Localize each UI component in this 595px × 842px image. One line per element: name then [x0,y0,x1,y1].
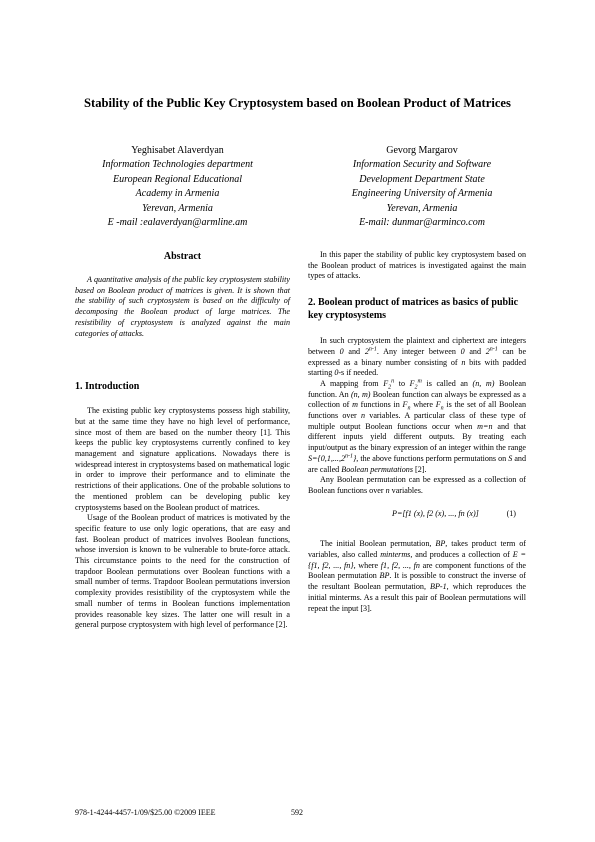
author-email: E-mail: dunmar@arminco.com [359,217,485,229]
math-n: n [461,357,466,367]
equation-number: (1) [506,508,516,518]
text-span: functions in [360,400,400,410]
affiliation-line: European Regional Educational [112,173,243,185]
math-2n-1: 2$^{n-1}$ [485,346,498,356]
right-paragraph-2 [308,379,526,475]
math-n: n [385,485,390,495]
abstract-heading: Abstract [163,251,202,262]
text-span: In such cryptosystem the plaintext and ciphertext are integers between [308,336,526,356]
affiliation-line: Information Technologies department [102,159,253,171]
math-Fn: $F_n$ [402,400,411,412]
intro-paragraph-1: The existing public key cryptosystems possess high stability, but at the same time they have no high level of performance, since most of them are based on the number theory [1]. This keeps the public key cryptosystems currently confined to key management and signature applications. Nowadays there is widespread interest in cryptosystems based on mathematical logic in order to improve their performance and to eliminate the restrictions of their applications. One of the probable solutions to the mentioned problem can be developing public key cryptosystems based on the Boolean product of matrices. [75,406,290,512]
math-zero: 0 [334,368,339,378]
text-span: Boolean function. An [308,378,526,399]
text-span: A mapping from [320,378,379,388]
math-m-eq-n: m=n [477,421,493,431]
author-name: Gevorg Margarov [386,145,458,156]
math-F2m: $F_2^m$ [409,378,422,391]
footer-copyright: 978-1-4244-4457-1/09/$25.00 ©2009 IEEE [75,808,216,817]
math-n: n [361,411,366,421]
author-block-2 [318,144,526,230]
text-span: , where [353,560,379,570]
page-number: 592 [291,808,303,817]
text-span: variables. [391,485,423,495]
right-paragraph-4 [308,539,526,614]
text-span: . Any integer between [376,346,456,356]
math-mn: (n, m) [350,389,371,399]
intro-paragraph-2: Usage of the Boolean product of matrices is motivated by the specific feature to use only logic operations, that are easy and fast. Boolean product of matrices involves Boolean functions, whose inversion is known to be vulnerable to brute-force attack. This circumstance points to the need for the construction of trapdoor Boolean permutations over Boolean functions with a small number of terms. Trapdoor Boolean permutations inversion complexity provides resistibility of the cryptosystem while the small number of terms in Boolean functions implementation provides reasonable key sizes. The latter one will result in a general purpose cryptosystem with high level of performance [2]. [75,513,290,630]
math-mn: (n, m) [472,378,495,388]
text-span: and [469,346,482,356]
math-BP-inverse: BP-1 [430,582,447,592]
text-span: is the set of all Boolean functions over [308,400,527,421]
text-span: where [413,400,433,410]
text-span: and are called [308,453,526,474]
math-m: m [352,400,358,410]
text-span: , takes product term of variables, also called [308,539,526,560]
right-paragraph-0: In this paper the stability of public key cryptosystem based on the Boolean product of matrices is investigated against the main types of attacks. [308,250,526,281]
text-span: can be expressed as a binary number consisting of [308,346,527,367]
author-email: E -mail :ealaverdyan@armline.am [107,217,248,229]
text-span: S={0,1,...,2 [308,453,346,463]
math-zero: 0 [460,346,465,356]
author-name: Yeghisabet Alaverdyan [131,145,224,156]
text-span: Boolean function can always be expressed as a collection of [308,389,526,410]
text-span: , the above functions perform permutations on [356,453,507,463]
text-span: are component functions of the Boolean permutation [308,560,526,581]
math-range: $S=\{0,1,...,2^{n-1}\}$ [308,453,357,463]
right-paragraph-1 [308,336,526,379]
equation-body: P=[f1 (x), f2 (x), ..., fn (x)] [392,508,479,518]
math-2n-1: 2$^{n-1}$ [364,346,377,356]
affiliation-line: Yerevan, Armenia [386,202,458,214]
math-S: S [508,453,513,463]
citation: [2]. [415,464,427,474]
section-heading-boolean-product: 2. Boolean product of matrices as basics of public key cryptosystems [308,297,519,322]
affiliation-line: Yerevan, Armenia [142,202,213,214]
affiliation-line: Development Department State [359,173,485,185]
author-block-1 [80,144,275,230]
math-Fn: $F_n$ [435,400,444,412]
left-column [75,250,290,631]
text-span: and that different inputs yield different outputs. By treating each input/output as the binary expression of an integer within the range [308,421,526,453]
section-heading-introduction: 1. Introduction [75,381,140,393]
affiliation-line: Engineering University of Armenia [351,188,493,200]
math-BP: BP [435,539,446,549]
text-span: bits with padded starting [308,357,526,378]
math-BP: BP [379,571,390,581]
math-f-list: f1, f2, ..., fn [380,560,420,570]
term-boolean-permutations: Boolean permutations [341,464,413,474]
text-span: , which reproduces the initial minterms. As a result this pair of Boolean permutations will repeat the input [3]. [308,582,526,613]
math-zero: 0 [339,346,344,356]
affiliation-line: Academy in Armenia [135,188,220,200]
text-span: The initial Boolean permutation, [320,539,432,549]
text-span: to [398,378,406,388]
text-span: -s if needed. [338,368,379,378]
text-span: variables. A particular class of these type of multiple output Boolean functions occur when [308,411,526,431]
text-span: . It is possible to construct the inverse of the resultant Boolean permutation, [308,571,526,592]
right-column [308,250,526,614]
text-span: , and produces a collection of [410,550,510,560]
text-span: and [348,346,361,356]
paper-title: Stability of the Public Key Cryptosystem based on Boolean Product of Matrices [84,96,511,110]
affiliation-line: Information Security and Software [352,159,492,171]
math-set-E: E = {f1, f2, ..., fn} [308,550,526,570]
text-span: is called an [426,378,468,388]
abstract-text: A quantitative analysis of the public key cryptosystem stability based on Boolean product of matrices is given. It is shown that the stability of such cryptosystem is based on the difficulty of decomposing the Boolean product of large matrices. The resistibility of cryptosystem is analyzed against the main categories of attacks. [75,275,290,338]
math-F2n: $F_2^n$ [383,378,395,391]
equation-1 [308,509,526,520]
right-paragraph-3 [308,475,526,496]
text-span: Any Boolean permutation can be expressed as a collection of Boolean functions over [308,475,526,495]
term-minterms: minterms [380,550,411,560]
